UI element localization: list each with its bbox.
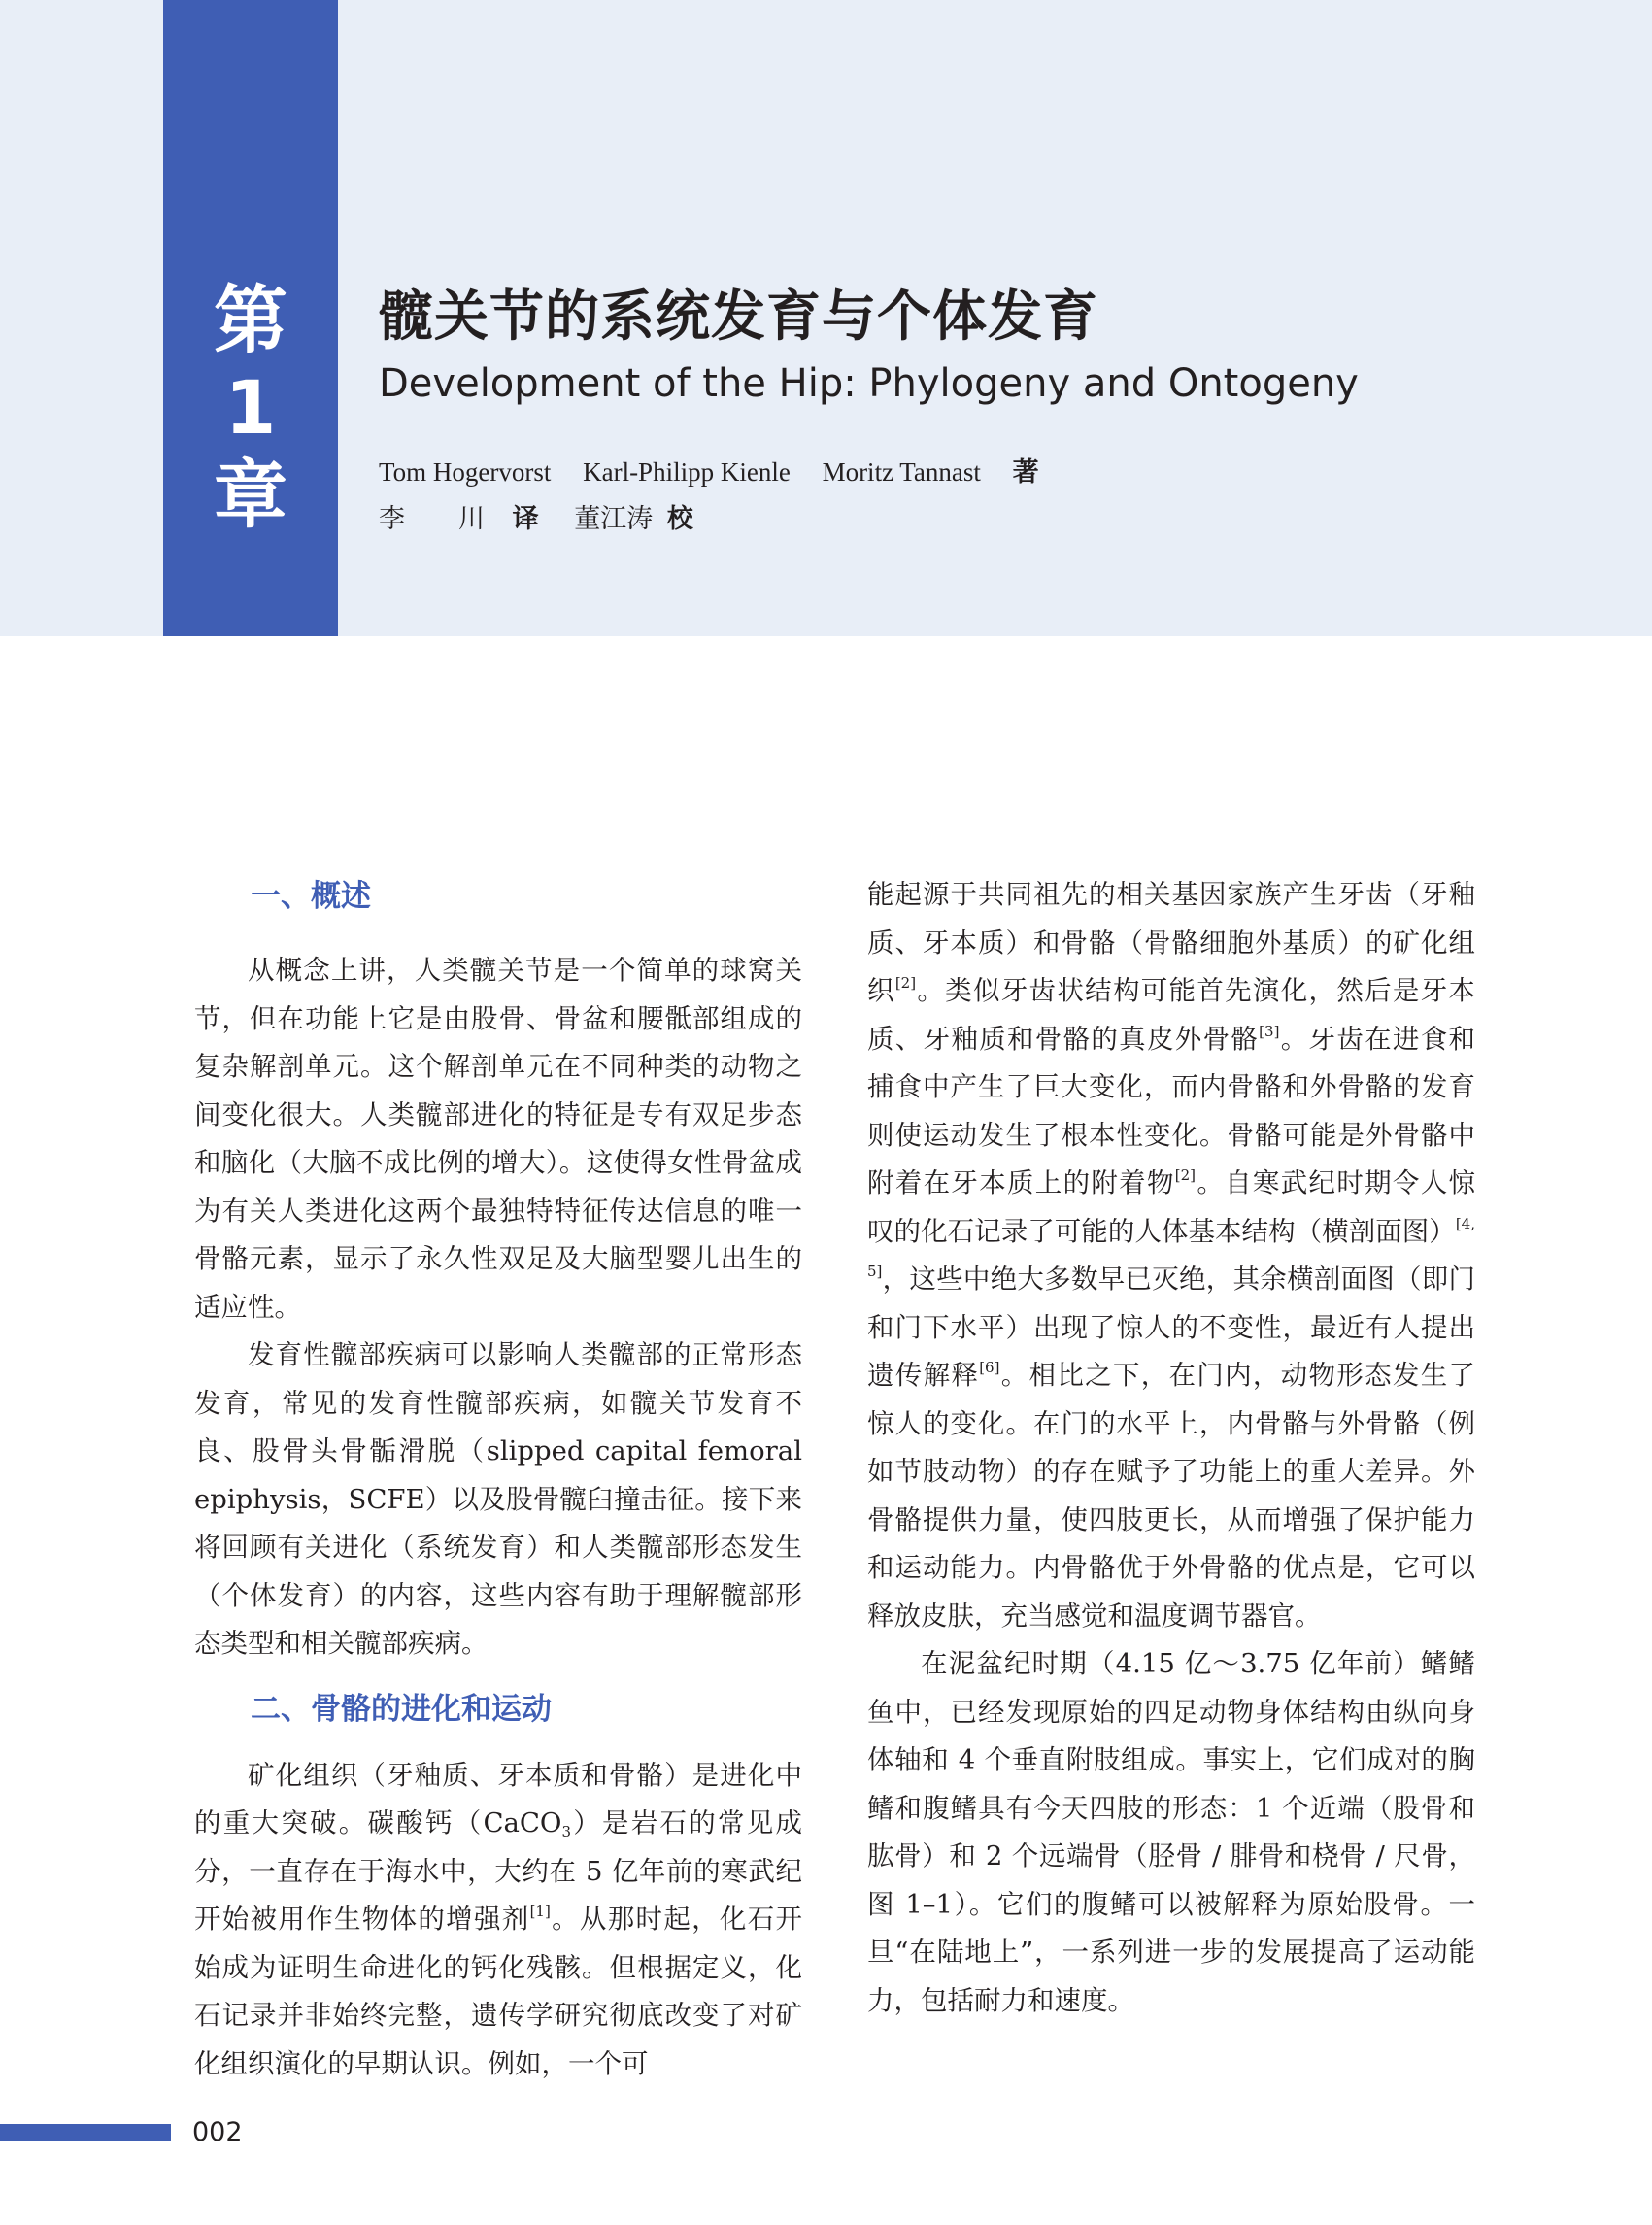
section-heading-skeleton-evolution: 二、骨骼的进化和运动 [251, 1691, 552, 1727]
text-run: ）是岩石的常见成分，一直存在于海水中，大约在 5 亿年前的寒武纪开始被用作生物体的增强剂 [194, 1807, 802, 1935]
chapter-number-label [163, 277, 338, 539]
citation-ref: [3] [1259, 1022, 1280, 1040]
text-run: 能起源于共同祖先的相关基因家族产生牙齿（牙釉质、牙本质）和骨骼（骨骼细胞外基质）的矿化组织 [867, 879, 1475, 1006]
author-name: Karl-Philipp Kienle [583, 457, 791, 487]
reviewer-name: 董江涛 [574, 504, 654, 534]
paragraph-skeleton-1-continued [867, 871, 1475, 1640]
text-run: 矿化组织（牙釉质、牙本质和骨骼）是进化中的重大突破。碳酸钙（CaCO [194, 1759, 802, 1838]
paragraph-skeleton-1 [194, 1752, 802, 2089]
text-run: 。相比之下，在门内，动物形态发生了惊人的变化。在门的水平上，内骨骼与外骨骼（例如节肢动物）的存在赋予了功能上的重大差异。外骨骼提供力量，使四肢更长，从而增强了保护能力和运动能力。内骨骼优于外骨骼的优点是，它可以释放皮肤，充当感觉和温度调节器官。 [867, 1360, 1476, 1632]
chapter-title-english: Development of the Hip: Phylogeny and Ontogeny [379, 361, 1359, 406]
text-run: ，这些中绝大多数早已灭绝，其余横剖面图（即门和门下水平）出现了惊人的不变性，最近有人提出遗传解释 [867, 1264, 1475, 1391]
text-run: 。自寒武纪时期令人惊叹的化石记录了可能的人体基本结构（横剖面图） [867, 1167, 1476, 1247]
subscript: 3 [561, 1823, 572, 1840]
chapter-title-chinese: 髋关节的系统发育与个体发育 [379, 286, 1098, 349]
section-heading-overview: 一、概述 [251, 879, 371, 914]
paragraph-skeleton-2: 在泥盆纪时期（4.15 亿～3.75 亿年前）鳍鳍鱼中，已经发现原始的四足动物身体结构由纵向身体轴和 4 个垂直附肢组成。事实上，它们成对的胸鳍和腹鳍具有今天四肢的形态：1 个近端（股骨和肱骨）和 2 个远端骨（胫骨 / 腓骨和桡骨 / 尺骨，图 1–1）。它们的腹鳍可以被解释为原始股骨。一旦“在陆地上”，一系列进一步的发展提高了运动能力，包括耐力和速度。 [867, 1648, 1475, 2016]
text-run: 。牙齿在进食和捕食中产生了巨大变化，而内骨骼和外骨骼的发育则使运动发生了根本性变化。骨骼可能是外骨骼中附着在牙本质上的附着物 [867, 1023, 1476, 1198]
translator-name: 李 川 [379, 504, 498, 534]
citation-ref: [4, 5] [867, 1214, 1475, 1280]
translator-role: 译 [512, 504, 539, 534]
text-run: 。从那时起，化石开始成为证明生命进化的钙化残骸。但根据定义，化石记录并非始终完整，遗传学研究彻底改变了对矿化组织演化的早期认识。例如，一个可 [194, 1904, 803, 2079]
chapter-label-char: 章 [214, 452, 287, 538]
chapter-label-char: 1 [224, 364, 277, 451]
page-number: 002 [192, 2117, 243, 2147]
citation-ref: [2] [894, 974, 917, 992]
footer-accent-bar [0, 2124, 171, 2141]
translator-line [379, 497, 721, 535]
author-name: Tom Hogervorst [379, 457, 552, 487]
paragraph-overview-1: 从概念上讲，人类髋关节是一个简单的球窝关节，但在功能上它是由股骨、骨盆和腰骶部组成的复杂解剖单元。这个解剖单元在不同种类的动物之间变化很大。人类髋部进化的特征是专有双足步态和脑化（大脑不成比例的增大）。这使得女性骨盆成为有关人类进化这两个最独特特征传达信息的唯一骨骼元素，显示了永久性双足及大脑型婴儿出生的适应性。 [194, 955, 802, 1323]
chapter-label-char: 第 [214, 277, 287, 363]
body-column-left [194, 869, 802, 2088]
citation-ref: [6] [979, 1359, 1000, 1376]
author-role: 著 [1012, 457, 1039, 488]
text-run: 。类似牙齿状结构可能首先演化，然后是牙本质、牙釉质和骨骼的真皮外骨骼 [867, 975, 1476, 1055]
paragraph-overview-2: 发育性髋部疾病可以影响人类髋部的正常形态发育，常见的发育性髋部疾病，如髋关节发育不良、股骨头骨骺滑脱（slipped capital femoral epiphysis，SCFE）以及股骨髋臼撞击征。接下来将回顾有关进化（系统发育）和人类髋部形态发生（个体发育）的内容，这些内容有助于理解髋部形态类型和相关髋部疾病。 [194, 1339, 802, 1659]
author-name: Moritz Tannast [822, 457, 981, 487]
citation-ref: [2] [1174, 1166, 1197, 1184]
body-column-right [867, 871, 1475, 2025]
citation-ref: [1] [529, 1903, 551, 1920]
reviewer-role: 校 [666, 504, 693, 534]
author-line [379, 451, 1039, 489]
